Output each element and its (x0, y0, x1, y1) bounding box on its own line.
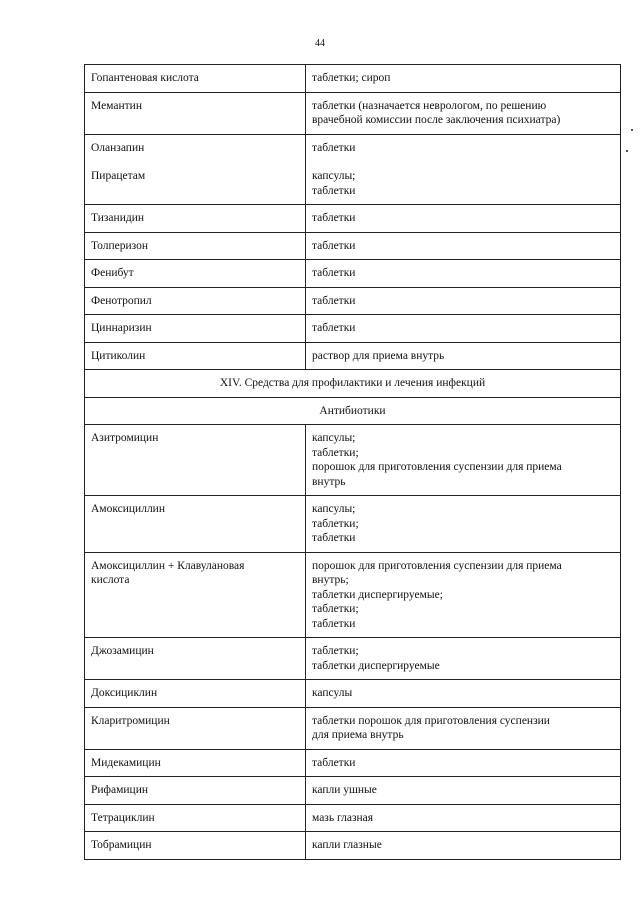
table-row (85, 707, 621, 749)
cell-text-line: для приема внутрь (312, 729, 404, 741)
cell-text-line: таблетки (312, 239, 356, 252)
cell-text-line: Рифамицин (91, 784, 149, 796)
cell-text-line: врачебной комиссии после заключения психиатра) (312, 114, 561, 126)
drug-name-cell (85, 496, 306, 553)
drug-name-cell (85, 232, 306, 260)
section-title: Антибиотики (85, 397, 621, 425)
dosage-form-cell (306, 707, 621, 749)
cell-text-line: Тизанидин (91, 212, 145, 224)
table-row (85, 65, 621, 93)
drug-name-cell (85, 552, 306, 638)
cell-text-line: таблетки (312, 532, 356, 544)
cell-text-line: Тетрациклин (91, 811, 155, 824)
medication-table (84, 64, 621, 860)
dosage-form-cell (306, 804, 621, 832)
cell-text-line: Амоксициллин + Клавулановая (91, 559, 245, 572)
cell-text-line: Джозамицин (91, 645, 154, 657)
drug-name-cell (85, 680, 306, 708)
dosage-form-cell (306, 496, 621, 553)
cell-text-line: мазь глазная (312, 811, 374, 824)
cell-text-line: таблетки; (312, 517, 359, 530)
table-row (85, 342, 621, 370)
cell-text-line: капсулы; (312, 503, 356, 515)
drug-name-cell (85, 65, 306, 93)
drug-name-cell (85, 749, 306, 777)
cell-text-line: Доксициклин (91, 687, 158, 699)
cell-text-line: порошок для приготовления суспензии для приема (312, 461, 562, 473)
table-row (85, 804, 621, 832)
cell-text-line: таблетки (312, 294, 356, 307)
dosage-form-cell (306, 425, 621, 496)
cell-text-line: Мидекамицин (91, 756, 161, 769)
cell-text-line: таблетки (312, 322, 356, 334)
cell-text-line: Мемантин (91, 99, 142, 112)
drug-name-cell (85, 260, 306, 288)
section-row (85, 370, 621, 398)
cell-text-line: Кларитромицин (91, 714, 170, 727)
cell-text-line: Тобрамицин (91, 839, 152, 851)
cell-text-line: Амоксициллин (91, 503, 165, 515)
dosage-form-cell (306, 680, 621, 708)
dosage-form-cell (306, 832, 621, 860)
dosage-form-cell (306, 65, 621, 93)
cell-text-line: таблетки; сироп (312, 72, 391, 84)
dosage-form-cell (306, 134, 621, 205)
cell-text-line: таблетки (312, 212, 356, 224)
table-row (85, 92, 621, 134)
dosage-form-cell (306, 552, 621, 638)
cell-text-line: Толперизон (91, 239, 149, 252)
cell-text-line: таблетки диспергируемые (312, 659, 440, 672)
cell-text-line: порошок для приготовления суспензии для приема (312, 559, 562, 572)
table-row (85, 496, 621, 553)
table-row (85, 777, 621, 805)
scan-speck (626, 150, 628, 152)
cell-text-line: таблетки (312, 756, 356, 769)
dosage-form-cell (306, 342, 621, 370)
drug-name-cell (85, 92, 306, 134)
cell-text-line: капсулы; (312, 170, 356, 182)
dosage-form-cell (306, 92, 621, 134)
drug-name-cell (85, 134, 306, 205)
dosage-form-cell (306, 260, 621, 288)
drug-name-cell (85, 777, 306, 805)
cell-text-line: таблетки (312, 184, 356, 197)
dosage-form-cell (306, 315, 621, 343)
cell-text-line: таблетки (назначается неврологом, по решению (312, 99, 547, 112)
cell-text-line: капсулы (312, 687, 353, 699)
cell-text-line: таблетки; (312, 446, 359, 459)
cell-text-line: Циннаризин (91, 322, 152, 334)
drug-name-cell (85, 205, 306, 233)
dosage-form-cell (306, 749, 621, 777)
table-row (85, 749, 621, 777)
cell-text-line: таблетки (312, 617, 356, 630)
cell-spacer (312, 155, 614, 169)
cell-text-line: Фенибут (91, 267, 134, 279)
dosage-form-cell (306, 777, 621, 805)
medication-table-body (85, 65, 621, 860)
page-number: 44 (315, 38, 325, 49)
cell-text-line: Цитиколин (91, 349, 146, 362)
dosage-form-cell (306, 205, 621, 233)
table-row (85, 638, 621, 680)
table-row (85, 425, 621, 496)
cell-text-line: кислота (91, 574, 130, 586)
cell-text-line: таблетки порошок для приготовления суспензии (312, 714, 550, 727)
drug-name-cell (85, 315, 306, 343)
drug-name-cell (85, 425, 306, 496)
cell-text-line: таблетки; (312, 645, 359, 657)
dosage-form-cell (306, 232, 621, 260)
dosage-form-cell (306, 287, 621, 315)
cell-text-line: внутрь (312, 475, 346, 488)
table-row (85, 232, 621, 260)
drug-name-cell (85, 804, 306, 832)
table-row (85, 205, 621, 233)
cell-text-line: внутрь; (312, 574, 349, 586)
table-row (85, 315, 621, 343)
table-row (85, 287, 621, 315)
cell-text-line: Фенотропил (91, 294, 152, 307)
cell-text-line: таблетки (312, 141, 356, 154)
cell-text-line: таблетки (312, 267, 356, 279)
cell-text-line: Гопантеновая кислота (91, 72, 199, 84)
drug-name-cell (85, 287, 306, 315)
cell-text-line: таблетки диспергируемые; (312, 588, 443, 601)
drug-name-cell (85, 638, 306, 680)
cell-text-line: капли глазные (312, 839, 382, 851)
scan-speck (631, 129, 633, 131)
cell-text-line: капсулы; (312, 432, 356, 444)
cell-text-line: Азитромицин (91, 432, 159, 444)
cell-text-line: таблетки; (312, 603, 359, 615)
cell-text-line: раствор для приема внутрь (312, 349, 445, 362)
dosage-form-cell (306, 638, 621, 680)
drug-name-cell (85, 832, 306, 860)
drug-name-cell (85, 342, 306, 370)
section-row (85, 397, 621, 425)
cell-spacer (91, 155, 299, 169)
table-row (85, 552, 621, 638)
section-title: XIV. Средства для профилактики и лечения инфекций (85, 370, 621, 398)
cell-text-line: капли ушные (312, 784, 377, 796)
table-row (85, 260, 621, 288)
cell-text-line: Оланзапин (91, 141, 145, 154)
table-row (85, 134, 621, 205)
table-row (85, 832, 621, 860)
cell-text-line: Пирацетам (91, 170, 146, 182)
drug-name-cell (85, 707, 306, 749)
table-row (85, 680, 621, 708)
